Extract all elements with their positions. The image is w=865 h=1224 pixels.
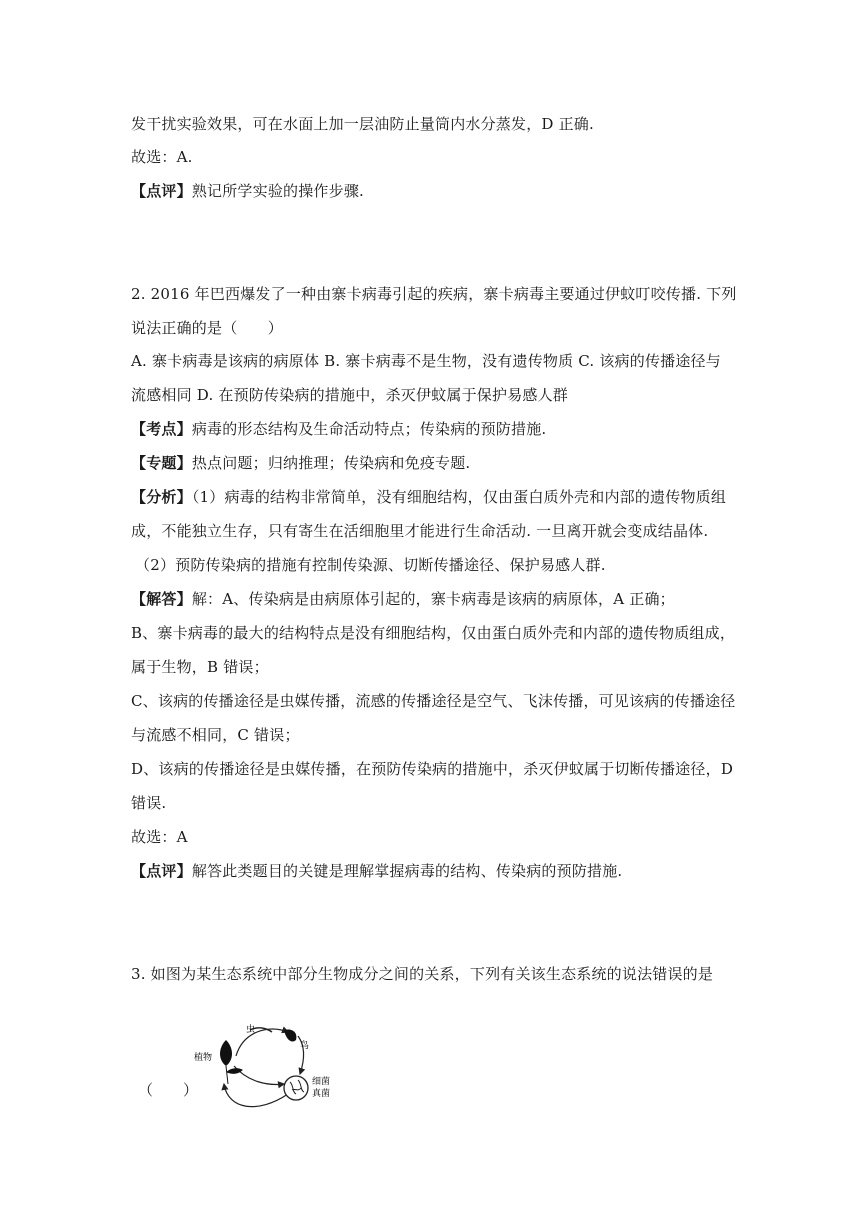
q2-stem-line-2: 说法正确的是（ ） <box>131 319 284 337</box>
label-insect: 虫 <box>246 1025 256 1035</box>
q2-jieda-line-7: 错误. <box>131 794 167 812</box>
q1-answer: 故选：A. <box>131 148 193 166</box>
zhuanti-text: 热点问题；归纳推理；传染病和免疫专题. <box>191 454 471 472</box>
fenxi-tag: 【分析】 <box>131 488 192 506</box>
q2-fenxi-line-3: （2）预防传染病的措施有控制传染源、切断传播途径、保护易感人群. <box>135 556 606 574</box>
q2-jieda-line-4: C、该病的传播途径是虫媒传播，流感的传播途径是空气、飞沫传播，可见该病的传播途径 <box>131 692 736 710</box>
q2-jieda-line-1 <box>131 589 675 609</box>
q3-stem: 3. 如图为某生态系统中部分生物成分之间的关系，下列有关该生态系统的说法错误的是 <box>131 965 714 983</box>
q2-kaodian <box>131 419 546 439</box>
label-bird: 鸟 <box>300 1041 310 1051</box>
kaodian-text: 病毒的形态结构及生命活动特点；传染病的预防措施. <box>191 420 547 438</box>
q2-comment <box>131 861 622 881</box>
label-plant: 植物 <box>194 1053 213 1063</box>
q2-fenxi-line-2: 成，不能独立生存，只有寄生在活细胞里才能进行生命活动. 一旦离开就会变成结晶体. <box>131 522 709 540</box>
q2-jieda-line-6: D、该病的传播途径是虫媒传播，在预防传染病的措施中，杀灭伊蚊属于切断传播途径，D <box>131 760 734 778</box>
q2-zhuanti <box>131 453 470 473</box>
q2-stem-line-1: 2. 2016 年巴西爆发了一种由寨卡病毒引起的疾病，寨卡病毒主要通过伊蚊叮咬传播. 下列 <box>131 285 737 303</box>
plant-stem-icon <box>226 1066 242 1084</box>
q2-options-line-1: A. 寨卡病毒是该病的病原体 B. 寨卡病毒不是生物，没有遗传物质 C. 该病的传播途径与 <box>131 352 721 370</box>
decomposer-circle <box>284 1076 308 1100</box>
q2-jieda-line-5: 与流感不相同，C 错误； <box>131 726 300 744</box>
q2-answer: 故选：A <box>131 828 188 846</box>
q2-fenxi-line-1 <box>131 487 726 507</box>
kaodian-tag: 【考点】 <box>131 420 192 438</box>
q3-answer-paren: （ ） <box>138 1081 199 1099</box>
jieda-tag: 【解答】 <box>131 590 192 608</box>
bird-icon <box>284 1029 296 1041</box>
q2-jieda-line-2: B、寨卡病毒的最大的结构特点是没有细胞结构，仅由蛋白质外壳和内部的遗传物质组成， <box>131 624 736 642</box>
plant-leaf-icon <box>220 1040 232 1066</box>
comment-text: 解答此类题目的关键是理解掌握病毒的结构、传染病的预防措施. <box>191 862 623 880</box>
comment-tag: 【点评】 <box>131 862 192 880</box>
zhuanti-tag: 【专题】 <box>131 454 192 472</box>
label-fungi: 真菌 <box>312 1089 331 1099</box>
fenxi-text-1: （1）病毒的结构非常简单，没有细胞结构，仅由蛋白质外壳和内部的遗传物质组 <box>191 488 727 506</box>
arrow-plant-to-decomposer <box>234 1066 284 1084</box>
q1-comment <box>131 181 364 201</box>
label-bacteria: 细菌 <box>312 1077 331 1087</box>
q2-jieda-line-3: 属于生物，B 错误； <box>131 658 269 676</box>
q1-tail-text: 发干扰实验效果，可在水面上加一层油防止量筒内水分蒸发，D 正确. <box>131 115 594 133</box>
ecosystem-diagram <box>188 1022 338 1114</box>
arrow-plant-to-insect <box>236 1029 288 1056</box>
q2-options-line-2: 流感相同 D. 在预防传染病的措施中，杀灭伊蚊属于保护易感人群 <box>131 386 568 404</box>
comment-text: 熟记所学实验的操作步骤. <box>191 182 364 200</box>
comment-tag: 【点评】 <box>131 182 192 200</box>
arrow-decomposer-to-plant <box>224 1084 288 1107</box>
jieda-text-1: 解：A、传染病是由病原体引起的，寨卡病毒是该病的病原体，A 正确； <box>191 590 675 608</box>
